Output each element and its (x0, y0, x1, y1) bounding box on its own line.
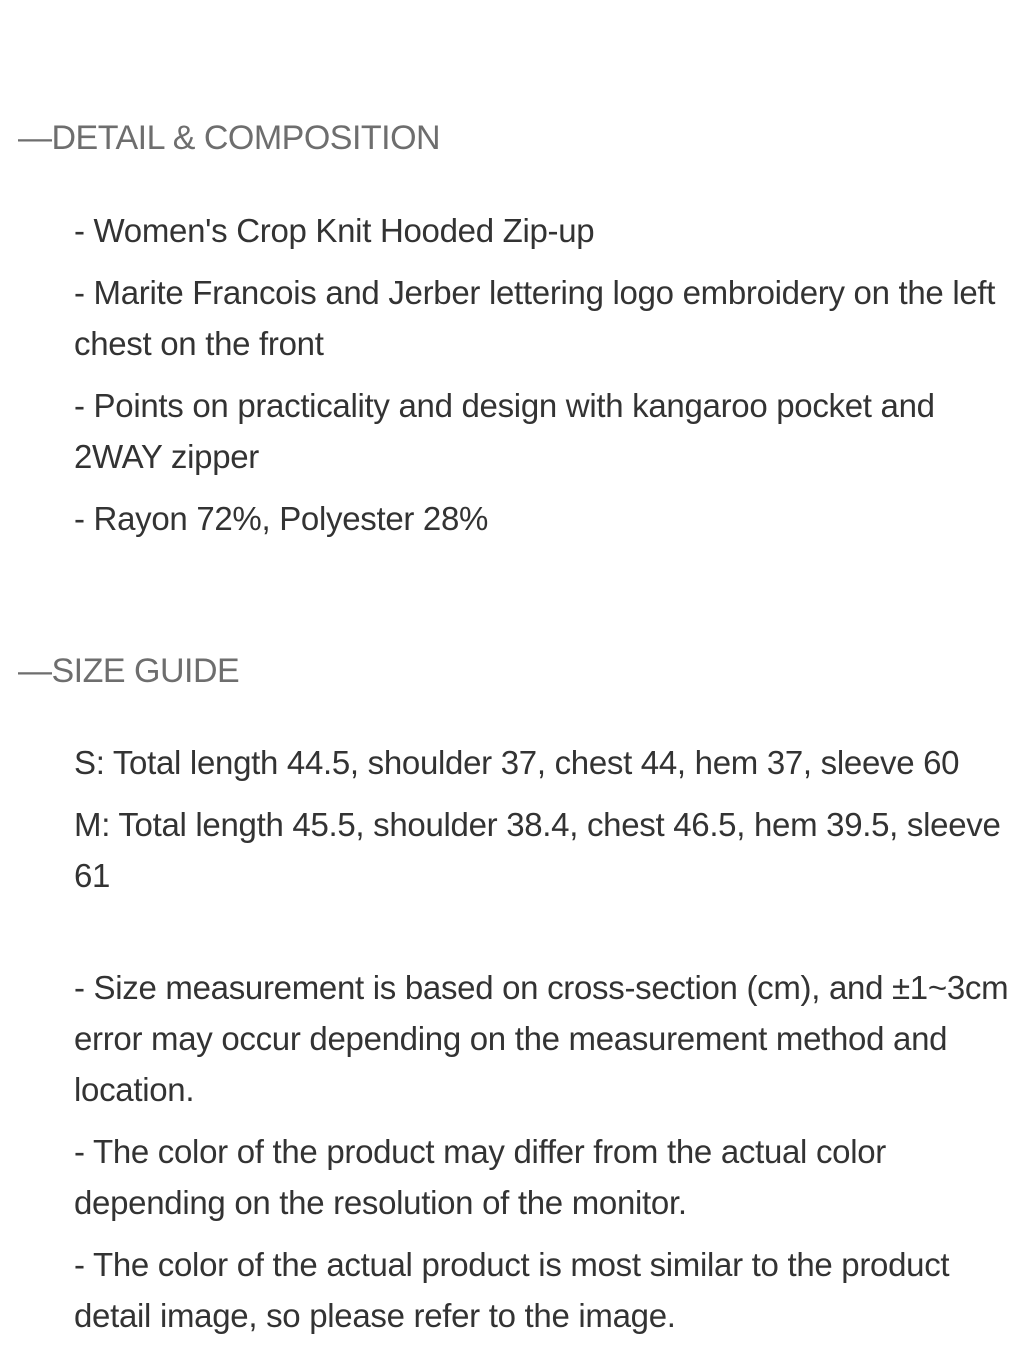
detail-composition-heading: —DETAIL & COMPOSITION (18, 119, 441, 157)
note-measurement: - Size measurement is based on cross-section (cm), and ±1~3cm error may occur depending on the measurement method and location. (74, 969, 1009, 1108)
size-guide-heading: —SIZE GUIDE (18, 652, 240, 690)
note-monitor-color: - The color of the product may differ from the actual color depending on the resolution of the monitor. (74, 1133, 886, 1221)
note-detail-image: - The color of the actual product is most similar to the product detail image, so please refer to the image. (74, 1246, 950, 1334)
detail-item-features: - Points on practicality and design with kangaroo pocket and 2WAY zipper (74, 387, 935, 475)
detail-item-composition: - Rayon 72%, Polyester 28% (74, 500, 489, 537)
size-notes-list (74, 962, 1020, 1341)
detail-item-logo: - Marite Francois and Jerber lettering logo embroidery on the left chest on the front (74, 274, 996, 362)
size-row-m: M: Total length 45.5, shoulder 38.4, chest 46.5, hem 39.5, sleeve 61 (74, 806, 1001, 894)
detail-item-product-name: - Women's Crop Knit Hooded Zip-up (74, 212, 595, 249)
detail-list (74, 205, 1020, 544)
size-list (74, 737, 1020, 901)
size-row-s: S: Total length 44.5, shoulder 37, chest 44, hem 37, sleeve 60 (74, 744, 960, 781)
